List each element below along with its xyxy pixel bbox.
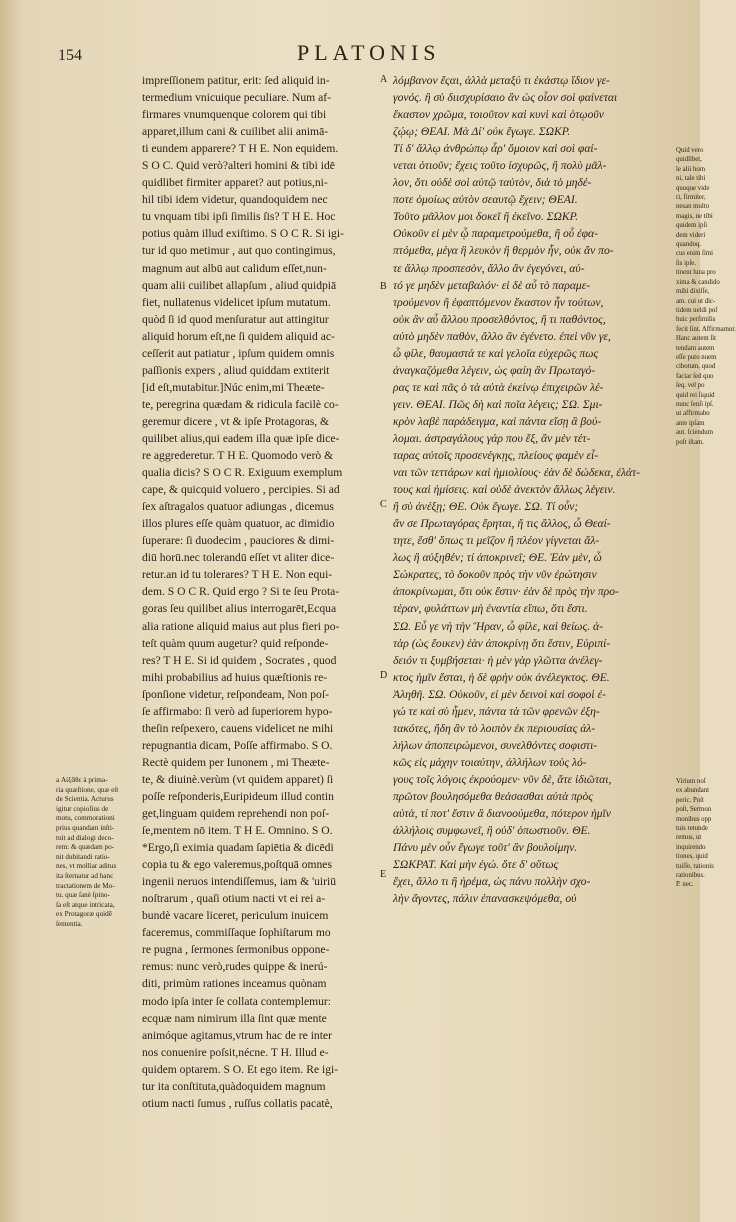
right-note-line: quoque vide xyxy=(676,184,710,192)
latin-text-line: modo ipſa inter ſe collata contemplemur: xyxy=(142,994,331,1008)
greek-text-line: ποτε ὁμοίως αὐτὸν σεαυτῷ ἔχειν; ΘΕΑΙ. xyxy=(393,193,578,207)
latin-text-line: ceſſerit aut patiatur , ipſum quidem omnis xyxy=(142,346,335,360)
latin-text-line: repugnantia dicam, Poſſe affirmabo. S O. xyxy=(142,738,333,752)
greek-text-line: ἕκαστον χρῶμα, τοιοῦτον καὶ κυνὶ καὶ ὁτῳοῦν xyxy=(393,108,604,122)
greek-text-line: αὐτὸ μηδὲν παθὸν, ἄλλο ἂν ἐγένετο. ἐπεὶ νῦν γε, xyxy=(393,329,611,343)
right-note-line: cibotum, quod xyxy=(676,363,716,371)
right-note-line: poſt iſtam. xyxy=(676,438,704,446)
greek-text-line: λὴν ἄγοντες, πάλιν ἐπανασκεψόμεθα, οὐ xyxy=(393,892,577,906)
greek-text-line: ἀλλήλοις συμφωνεῖ, ἢ οὐδ' ὁπωστιοῦν. ΘΕ. xyxy=(393,824,591,838)
greek-text-line: νεται ὁτιοῦν; ἔχεις τοῦτο ἰσχυρῶς, ἢ πολὺ μᾶλ- xyxy=(393,159,607,173)
greek-text-line: οὐκ ἂν αὖ ἄλλου προσελθόντος, ἤ τι παθόντος, xyxy=(393,312,606,326)
right-note-line: ut affirmabo xyxy=(676,410,710,418)
latin-text-line: te, peregrina quædam & ridicula facilè co- xyxy=(142,397,339,411)
greek-text-line: ἀναγκαζόμεθα λέγειν, ὡς φαίη ἂν Πρωταγό- xyxy=(393,363,596,377)
greek-text-line: Πάνυ μὲν οὖν ἔγωγε τοῦτ' ἂν βουλοίμην. xyxy=(393,841,578,855)
greek-text-line: αὑτὰ, τί ποτ' ἔστιν ἃ διανοούμεθα, πότερον ἡμῖν xyxy=(393,807,611,821)
greek-text-line: τό γε μηδὲν μεταβαλόν· εἰ δὲ αὖ τὸ παραμε- xyxy=(393,278,591,292)
latin-text-line: quilibet alius,qui eadem illa quæ ipſe dice- xyxy=(142,431,340,445)
right-note-line: peric. Poſt xyxy=(676,796,704,804)
right-note-line: cus enim ſimi xyxy=(676,250,714,258)
latin-text-line: ti eundem apparere? T H E. Non equidem. xyxy=(142,142,339,156)
latin-text-line: quidlibet firmiter apparet? aut potius,ni- xyxy=(142,176,328,190)
greek-text-line: Τί δ' ἄλλῳ ἀνθρώπῳ ἆρ' ὅμοιον καὶ σοὶ φαί- xyxy=(393,142,598,156)
right-note-line: am. cui ut dic- xyxy=(676,297,716,305)
right-note-line: le alii hom xyxy=(676,165,706,173)
latin-text-line: mihi probabilius ad huius quæſtionis re- xyxy=(142,670,328,684)
left-note-line: motu, commorationi xyxy=(56,814,115,823)
left-note-line: ita ſternatur ad hanc xyxy=(56,871,114,880)
latin-text-line: potius quàm illud exiſtimo. S O C R. Si igi- xyxy=(142,227,344,241)
greek-text-line: ἔχει, ἄλλο τι ἢ ἠρέμα, ὡς πάνυ πολλὴν σχο- xyxy=(393,875,591,889)
left-note-line: prius quandam inſti- xyxy=(56,823,115,832)
right-margin-note-1 xyxy=(676,146,736,447)
greek-text-line: τακότες, ἤδη ἂν τὸ λοιπὸν ἐκ περιουσίας ἀλ- xyxy=(393,721,596,735)
latin-text-line: ſuperare: ſi duodecim , pauciores & dimi- xyxy=(142,534,335,548)
section-letter-c: C xyxy=(380,499,387,510)
right-note-line: magis, ne tibi xyxy=(676,212,713,220)
greek-text-line: τε ἄλλῳ προσπεσὸν, ἄλλο ἂν ἐγεγόνει, αὐ- xyxy=(393,261,585,275)
greek-text-line: κρὸν λαβὲ παράδειγμα, καὶ πάντα εἴσῃ ἃ βού- xyxy=(393,414,602,428)
greek-text-line: Τοῦτο μᾶλλον μοι δοκεῖ ἢ ἐκεῖνο. ΣΩΚΡ. xyxy=(393,210,579,224)
left-margin-note xyxy=(56,776,140,930)
greek-text-line: ΣΩ. Εὖ γε νὴ τὴν Ἥραν, ὦ φίλε, καὶ θείως. ἀ- xyxy=(393,619,603,633)
right-note-line: poſt, Sermon xyxy=(676,806,712,814)
latin-text-line: impreſſionem patitur, erit: ſed aliquid in- xyxy=(142,74,330,87)
greek-text-line: τρούμενον ἢ ἐφαπτόμενον ἕκαστον ἦν τούτων, xyxy=(393,295,604,309)
section-letter-a: A xyxy=(380,74,388,85)
greek-text-line: τητε, ἔσθ' ὅπως τι μεῖζον ἢ πλέον γίγνεται ἄλ- xyxy=(393,534,600,548)
latin-text-line: tu vnquam tibi ipſi ſimilis ſis? T H E. Hoc xyxy=(142,210,336,224)
latin-text-line: nos conuenire poſsit,nécne. T H. Illud e- xyxy=(142,1045,329,1059)
right-note-line: dem videri xyxy=(676,231,706,239)
left-note-line: de Scientia. Acturus xyxy=(56,795,114,804)
right-note-line: eſſe puto nuem xyxy=(676,353,717,361)
latin-text-line: te, & diuinè.verùm (vt quidem apparet) ſi xyxy=(142,772,334,786)
left-note-line: igitur copioſius de xyxy=(56,804,109,813)
greek-text-line: λως ἢ αὐξηθέν; τί ἀποκρινεῖ; ΘΕ. Ἐὰν μὲν, ὦ xyxy=(393,551,602,565)
greek-text-line: ρας τε καὶ πᾶς ὁ τὰ αὐτὰ ἐκείνῳ ἐπιχειρῶν λέ- xyxy=(393,380,604,394)
right-note-line: tuiſſe, rationis xyxy=(676,862,714,870)
greek-text-line: Σώκρατες, τὸ δοκοῦν πρὸς τὴν νῦν ἐρώτησιν xyxy=(393,568,597,582)
latin-text-line: hil tibi idem videtur, quandoquidem nec xyxy=(142,193,328,207)
left-note-line: tractationem de Mo- xyxy=(56,881,115,890)
latin-text-line: retur.an id tu tolerares? T H E. Non equi- xyxy=(142,568,333,582)
left-note-line: ſa eſt atque intricata, xyxy=(56,900,115,909)
right-note-line: faciar ſed quo xyxy=(676,372,714,380)
greek-text-line: ὦ φίλε, θαυμαστά τε καὶ γελοῖα εὐχερῶς πως xyxy=(393,346,599,360)
latin-text-line: fiet, nullatenus videlicet ipſum mutatum. xyxy=(142,295,331,309)
latin-text-line: [id eſt,mutabitur.]Núc enim,mi Theæte- xyxy=(142,380,325,394)
greek-text-line: τέραν, φυλάττων μὴ ἐναντία εἴπω, ὅτι ἔστι. xyxy=(393,602,588,616)
latin-text-line: quòd ſi id quod menſuratur aut attingitur xyxy=(142,312,329,326)
right-note-line: tiones, quid xyxy=(676,853,708,861)
greek-text-line: ταρας αὐτοῖς προσενέγκῃς, πλείους φαμὲν εἶ- xyxy=(393,449,599,463)
greek-text-line: κῶς εἰς μάχην τοιαύτην, ἀλλήλων τοὺς λό- xyxy=(393,755,587,769)
greek-text-line: Ἀληθῆ. ΣΩ. Οὐκοῦν, εἰ μὲν δεινοὶ καὶ σοφοὶ ἐ- xyxy=(393,687,606,701)
greek-text-line: γώ τε καὶ σὺ ἦμεν, πάντα τὰ τῶν φρενῶν ἐξη- xyxy=(393,704,600,718)
greek-text-line: τους καὶ ἡμίσεις. καὶ οὐδὲ ἀνεκτὸν ἄλλως λέγειν. xyxy=(393,483,616,497)
right-note-line: Quid vero xyxy=(676,147,704,154)
latin-text-line: diū horū.nec tolerandū eſſet vt aliter dice- xyxy=(142,551,335,565)
latin-text-line: paſſionis expers , aliud quiddam extiterit xyxy=(142,363,330,377)
latin-text-line: *Ergo,ſi eximia quadam ſapiētia & dicēdi xyxy=(142,841,334,855)
latin-text-line: bundè vacare liceret, periculum inuicem xyxy=(142,909,329,923)
right-note-line: nesan multo xyxy=(676,203,710,211)
greek-text-line: ἄν σε Πρωταγόρας ἔρηται, ἤ τις ἄλλος, ὦ Θεαί- xyxy=(393,517,611,531)
greek-text-line: λήλων ἀποπειρώμενοι, συνελθόντες σοφιστι- xyxy=(393,738,598,752)
latin-text-line: quidem optarem. S O. Et ego item. Re igi- xyxy=(142,1062,339,1076)
latin-text-line: teſt quàm quum augetur? quid reſponde- xyxy=(142,636,329,650)
left-note-line: ria quæſtione, quæ eſt xyxy=(56,785,119,794)
greek-text-line: δειόν τι ξυμβήσεται· ἡ μὲν γὰρ γλῶττα ἀνέλεγ- xyxy=(393,653,603,667)
latin-text-line: re aggrederetur. T H E. Quomodo verò & xyxy=(142,449,334,463)
right-note-line: Hanc autem ſit xyxy=(676,335,717,343)
right-note-line: tidem ueldi poſ xyxy=(676,306,718,314)
latin-text-line: ſponſione videtur, reſpondeam, Non poſ- xyxy=(142,687,329,701)
greek-text-line: Οὐκοῦν εἰ μὲν ᾧ παραμετρούμεθα, ἢ οὗ ἐφα- xyxy=(393,227,598,241)
greek-text-line: κτος ἡμῖν ἔσται, ἡ δὲ φρὴν οὐκ ἀνέλεγκτος. ΘΕ. xyxy=(393,670,610,684)
left-note-line: tuit ad dialogi deco- xyxy=(56,833,114,842)
latin-text-line: tur id quo metimur , aut quo contingimus, xyxy=(142,244,336,258)
latin-text-line: S O C. Quid verò?alteri homini & tibi idē xyxy=(142,159,335,173)
right-note-line: tinent luna pro xyxy=(676,269,716,277)
latin-text-line: poſſe reſponderis,Euripideum illud contin xyxy=(142,789,334,803)
left-note-line: nit dubitandi ratio- xyxy=(56,852,110,861)
latin-text-line: apparet,illum cani & cuilibet alii animā- xyxy=(142,125,329,139)
greek-text-line: λόμβανον ἔςαι, ἀλλὰ μεταξύ τι ἑκάστῳ ἴδιον γε- xyxy=(393,74,610,87)
right-note-line: quandoq. xyxy=(676,241,702,249)
right-note-line: inquirendo xyxy=(676,843,706,851)
latin-text-line: ſex aſtragalos quatuor adiungas , dicemus xyxy=(142,500,334,514)
greek-text-line: τὰρ (ὡς ἔοικεν) ἐὰν ἀποκρίνῃ ὅτι ἔστιν, Εὐριπί- xyxy=(393,636,611,650)
left-note-line: ſententia. xyxy=(56,919,83,928)
right-note-line: quid rei ſiquid xyxy=(676,391,715,399)
right-note-line: quidlibet, xyxy=(676,156,702,164)
latin-text-line: aliquid horum eſt,ne ſi quidem aliquid ac- xyxy=(142,329,335,343)
latin-text-line: ſe affirmabo: ſi verò ad ſuperiorem hypo- xyxy=(142,704,333,718)
latin-text-line: geremur dicere , vt & ipſe Protagoras, & xyxy=(142,414,330,428)
latin-text-line: tur ita conſtituta,quàdoquidem magnum xyxy=(142,1079,326,1093)
right-note-line: ex abundant xyxy=(676,787,710,795)
right-note-line: quidem ipſi xyxy=(676,222,708,230)
latin-column xyxy=(142,72,374,1112)
greek-text-line: ζῴῳ; ΘΕΑΙ. Μὰ Δί' οὐκ ἔγωγε. ΣΩΚΡ. xyxy=(393,125,571,139)
latin-text-line: magnum aut albū aut calidum eſſet,nun- xyxy=(142,261,327,275)
right-note-line: ante ipſam xyxy=(676,419,705,427)
latin-text-line: firmares vnumquenque colorem qui tibi xyxy=(142,108,327,122)
running-title: PLATONIS xyxy=(297,40,441,65)
right-note-line: rationibus. xyxy=(676,872,705,880)
latin-text-line: termedium vnicuique peculiare. Num af- xyxy=(142,91,331,105)
latin-text-line: Rectè quidem per Iunonem , mi Theæte- xyxy=(142,755,330,769)
right-note-line: mihi dixiſſe, xyxy=(676,288,710,296)
greek-column xyxy=(393,72,673,907)
latin-text-line: res? T H E. Si id quidem , Socrates , quod xyxy=(142,653,337,667)
greek-text-line: ναι τῶν τεττάρων καὶ ἡμιολίους· ἐὰν δὲ δώδεκα, ἐλάτ- xyxy=(393,466,640,480)
right-margin-note-2 xyxy=(676,777,714,890)
greek-text-line: πτόμεθα, μέγα ἢ λευκὸν ἢ θερμὸν ἦν, οὐκ ἄν πο- xyxy=(393,244,614,258)
right-note-line: xima & candido xyxy=(676,278,720,286)
greek-text-line: γονός. ἢ σὺ διισχυρίσαιο ἂν ὡς οἷον σοὶ φαίνεται xyxy=(393,91,618,105)
latin-text-line: cape, & quicquid voluero , percipies. Si ad xyxy=(142,483,340,497)
greek-text-line: ἢ σὺ ἀνέξῃ; ΘΕ. Οὐκ ἔγωγε. ΣΩ. Τί οὖν; xyxy=(393,500,579,514)
right-note-line: monibus opp xyxy=(676,815,712,823)
left-note-line: tu. quæ ſanè ſpino- xyxy=(56,891,110,900)
latin-text-line: copia tu & ego valeremus,poſtquā omnes xyxy=(142,858,332,872)
greek-text-line: γειν. ΘΕΑΙ. Πῶς δὴ καὶ ποῖα λέγεις; ΣΩ. Σμι- xyxy=(393,397,603,411)
latin-text-line: get,linguam quidem reprehendi non poſ- xyxy=(142,807,330,821)
latin-text-line: re pugna , ſermones ſermonibus oppone- xyxy=(142,943,330,957)
latin-text-line: dem. S O C R. Quid ergo ? Si te ſeu Prota- xyxy=(142,585,340,599)
left-note-line: a Αἰξᾶθε à prima- xyxy=(56,776,108,784)
latin-text-line: ecquæ nam nimirum illa ſint quæ mente xyxy=(142,1011,327,1025)
right-note-line: ſeq. vel po xyxy=(676,382,705,390)
greek-text-line: λον, ὅτι οὐδὲ σοὶ αὐτῷ ταὐτὸν, διὰ τὸ μηδέ- xyxy=(393,176,592,190)
right-note-line: fecit ſint. Affirmamur. xyxy=(676,325,736,333)
right-note-line: aut. ſciendum xyxy=(676,429,713,437)
greek-text-line: πρῶτον βουλησόμεθα θεάσασθαι αὐτὰ πρὸς xyxy=(393,789,593,803)
right-note-line: tendam autem xyxy=(676,344,715,352)
page-number: 154 xyxy=(58,47,82,64)
latin-text-line: goras ſeu quilibet alius interrogarēt,Ecqua xyxy=(142,602,337,616)
greek-text-line: λομαι. ἀστραγάλους γάρ που ἕξ, ἂν μὲν τέτ- xyxy=(393,431,591,445)
latin-text-line: illos plures eſſe quàm quatuor, ac dimidio xyxy=(142,517,335,531)
left-note-line: rem: & quædam po- xyxy=(56,843,115,852)
section-letter-d: D xyxy=(380,670,388,681)
greek-text-line: ἀποκρίνωμαι, ὅτι οὐκ ἔστιν· ἐὰν δὲ πρὸς τὴν προ- xyxy=(393,585,619,599)
left-note-line: ex Protagoræ quidē xyxy=(56,910,112,919)
right-note-line: remus, ut xyxy=(676,834,702,842)
latin-text-line: ingenii neruos intendiſſemus, iam & 'uiriū xyxy=(142,875,337,889)
latin-text-line: otium nacti ſumus , ruſſus collatis pacatè, xyxy=(142,1096,333,1110)
latin-text-line: noſtrarum , quaſi otium nacti vt ei rei a- xyxy=(142,892,326,906)
latin-text-line: quam alii cuilibet allapſum , aliud quidpiā xyxy=(142,278,337,292)
binding-gutter xyxy=(0,0,22,1222)
latin-text-line: remus: nunc verò,rudes quippe & inerú- xyxy=(142,960,328,974)
right-note-line: Virium noſ xyxy=(676,778,706,785)
latin-text-line: diti, primùm rationes inceamus quònam xyxy=(142,977,327,991)
right-note-line: tuis retunde xyxy=(676,825,708,833)
latin-text-line: animóque agitamus,vtrum hac de re inter xyxy=(142,1028,332,1042)
right-note-line: nunc ſenſi ipſ. xyxy=(676,400,714,408)
latin-text-line: alia ratione aliquid maius aut plus fieri po- xyxy=(142,619,340,633)
right-note-line: ſis ipſe. xyxy=(676,259,697,267)
latin-text-line: qualia dicis? S O C R. Exiguum exemplum xyxy=(142,466,343,480)
right-note-line: ni, tale tibi xyxy=(676,175,706,183)
left-note-line: nes, vt molliar aditus xyxy=(56,862,117,871)
latin-text-line: faceremus, commiſſaque ſophiſtarum mo xyxy=(142,926,331,940)
greek-text-line: γους τοῖς λόγοις ἐκρούομεν· νῦν δὲ, ἅτε ἰδιῶται, xyxy=(393,772,612,786)
right-note-line: P. nec. xyxy=(676,881,694,889)
greek-text-line: ΣΩΚΡΑΤ. Καὶ μὴν ἐγώ. ὅτε δ' οὕτως xyxy=(393,858,559,872)
right-note-line: huic perſimilis xyxy=(676,316,716,324)
section-letter-e: E xyxy=(380,869,387,880)
latin-text-line: theſin reſpexero, cauens videlicet ne mihi xyxy=(142,721,334,735)
section-letter-b: B xyxy=(380,281,387,292)
latin-text-line: ſe,mentem nō item. T H E. Omnino. S O. xyxy=(142,824,333,838)
right-note-line: ri, firmiter, xyxy=(676,194,706,202)
